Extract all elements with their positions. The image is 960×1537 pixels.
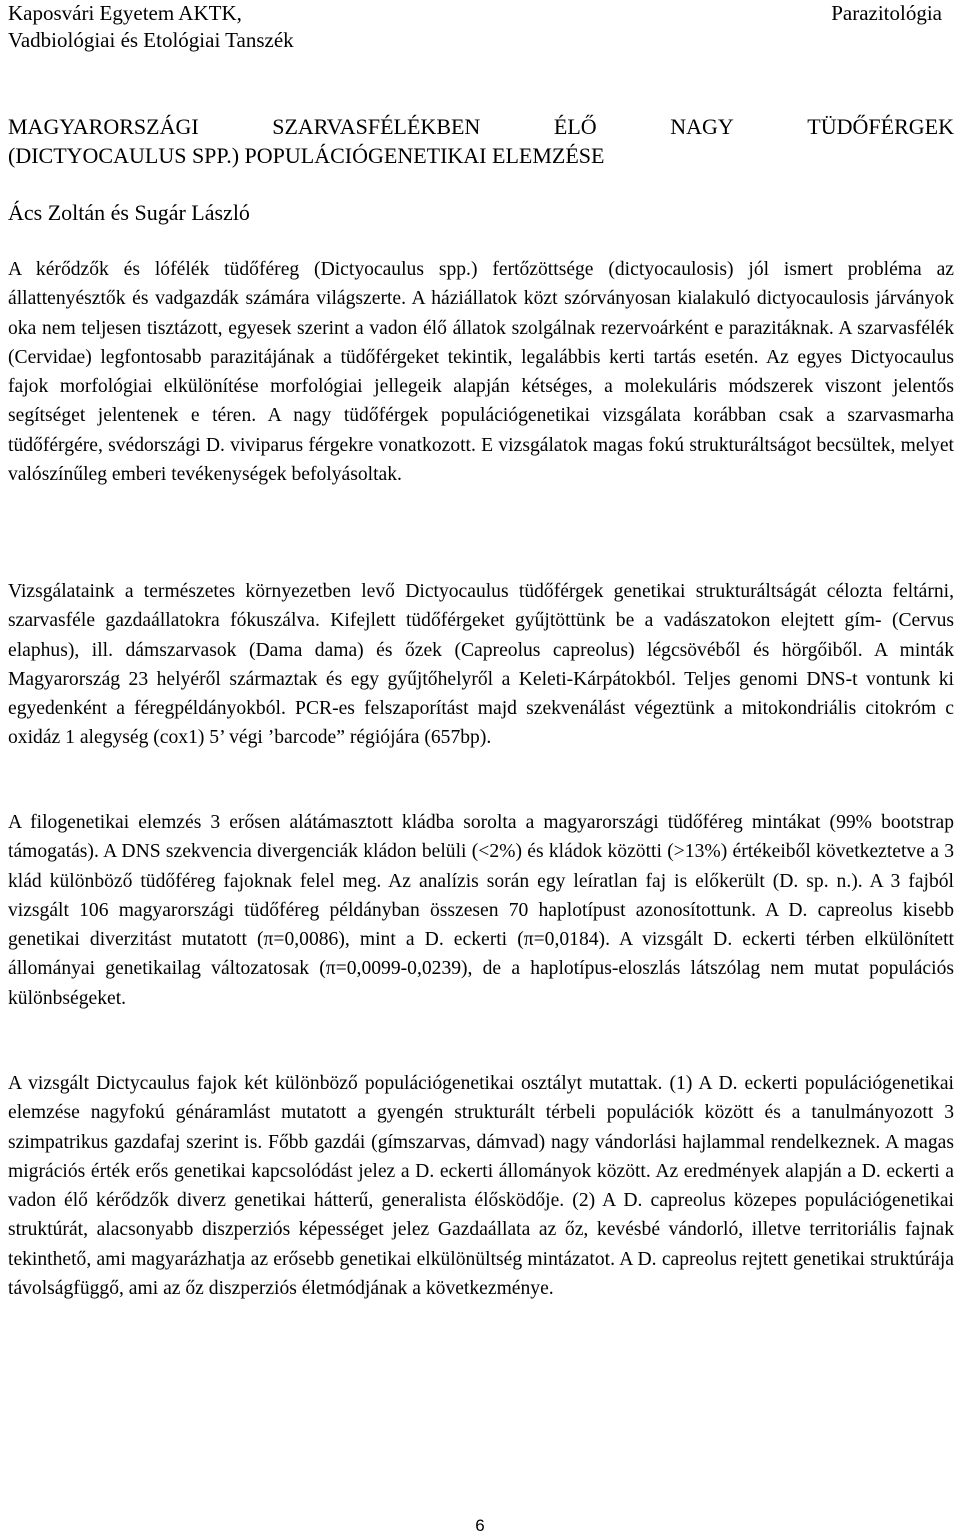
institution-name: Kaposvári Egyetem AKTK, — [8, 1, 242, 25]
abstract-paragraph-1: A kérődzők és lófélék tüdőféreg (Dictyocaulus spp.) fertőzöttsége (dictyocaulosis) jól ismert probléma az állattenyésztők és vadgazdák számára világszerte. A háziállatok közt szórványosan kialakuló dictyocaulosis járványok oka nem teljesen tisztázott, egyesek szerint a vadon élő állatok szolgálnak rezervoárként e parazitáknak. A szarvasfélék (Cervidae) legfontosabb parazitájának a tüdőférgeket tekintik, legalábbis kerti tartás esetén. Az egyes Dictyocaulus fajok morfológiai elkülönítése morfológiai jellegeik alapján kétséges, a molekuláris módszerek viszont jelentős segítséget jelentenek e téren. A nagy tüdőférgek populációgenetikai vizsgálata korábban csak a szarvasmarha tüdőférgére, svédországi D. viviparus férgekre vonatkozott. E vizsgálatok magas fokú strukturáltságot becsültek, melyet valószínűleg emberi tevékenységek befolyásoltak. — [8, 259, 954, 486]
title-word: NAGY — [670, 114, 734, 139]
title-line-2: (DICTYOCAULUS SPP.) POPULÁCIÓGENETIKAI ELEMZÉSE — [8, 143, 605, 168]
title-word: SZARVASFÉLÉKBEN — [272, 114, 481, 139]
department-name: Vadbiológiai és Etológiai Tanszék — [8, 28, 294, 52]
subject-label: Parazitológia — [831, 1, 942, 25]
title-word: TÜDŐFÉRGEK — [807, 114, 954, 139]
title-word: MAGYARORSZÁGI — [8, 114, 199, 139]
abstract-paragraph-4: A vizsgált Dictycaulus fajok két különböző populációgenetikai osztályt mutattak. (1) A D. eckerti populációgenetikai elemzése nagyfokú génáramlást mutatott a gyengén strukturált térbeli populációk között és a tanulmányozott 3 szimpatrikus gazdafaj szerint is. Főbb gazdái (gímszarvas, dámvad) nagy vándorlási hajlammal rendelkeznek. A magas migrációs érték erős genetikai kapcsolódást jelez a D. eckerti állományok között. Az eredmények alapján a D. eckerti a vadon élő kérődzők diverz genetikai hátterű, generalista élősködője. (2) A D. capreolus közepes populációgenetikai struktúrát, alacsonyabb diszperziós képességet jelez Gazdaállata az őz, kevésbé vándorló, illetve territoriális fajnak tekinthető, ami magyarázhatja az erősebb genetikai elkülönültség mintázatot. A D. capreolus rejtett genetikai struktúrája távolságfüggő, ami az őz diszperziós életmódjának a következménye. — [8, 1073, 954, 1300]
title-word: ÉLŐ — [553, 114, 597, 139]
institution-block — [8, 0, 608, 54]
title-line-1 — [8, 112, 954, 141]
page-number: 6 — [475, 1516, 485, 1535]
abstract-paragraph-2: Vizsgálataink a természetes környezetben levő Dictyocaulus tüdőférgek genetikai strukturáltságát célozta feltárni, szarvasféle gazdaállatokra fókuszálva. Kifejlett tüdőférgeket gyűjtöttünk be a vadászatokon elejtett gím- (Cervus elaphus), ill. dámszarvasok (Dama dama) és őzek (Capreolus capreolus) légcsövéből és hörgőiből. A minták Magyarország 23 helyéről származtak és egy gyűjtőhelyről a Keleti-Kárpátokból. Teljes genomi DNS-t vontunk ki egyedenként a féregpéldányokból. PCR-es felszaporítást majd szekvenálást végeztünk a mitokondriális citokróm c oxidáz 1 alegység (cox1) 5’ végi ’barcode” régiójára (657bp). — [8, 581, 954, 749]
abstract-paragraph-3: A filogenetikai elemzés 3 erősen alátámasztott kládba sorolta a magyarországi tüdőféreg mintákat (99% bootstrap támogatás). A DNS szekvencia divergenciák kládon belüli (<2%) és kládok közötti (>13%) értékeiből következtetve a 3 klád különböző tüdőféreg fajoknak felel meg. Az analízis során egy leíratlan faj is előkerült (D. sp. n.). A 3 fajból vizsgált 106 magyarországi tüdőféreg példányban összesen 70 haplotípust azonosítottunk. A D. capreolus kisebb genetikai diverzitást mutatott (π=0,0086), mint a D. eckerti (π=0,0184). A vizsgált D. eckerti térben elkülönített állományai genetikailag változatosak (π=0,0099-0,0239), de a haplotípus-eloszlás látszólag nem mutat populációs különbségeket. — [8, 812, 954, 1009]
document-title — [8, 112, 954, 170]
authors: Ács Zoltán és Sugár László — [8, 200, 250, 225]
